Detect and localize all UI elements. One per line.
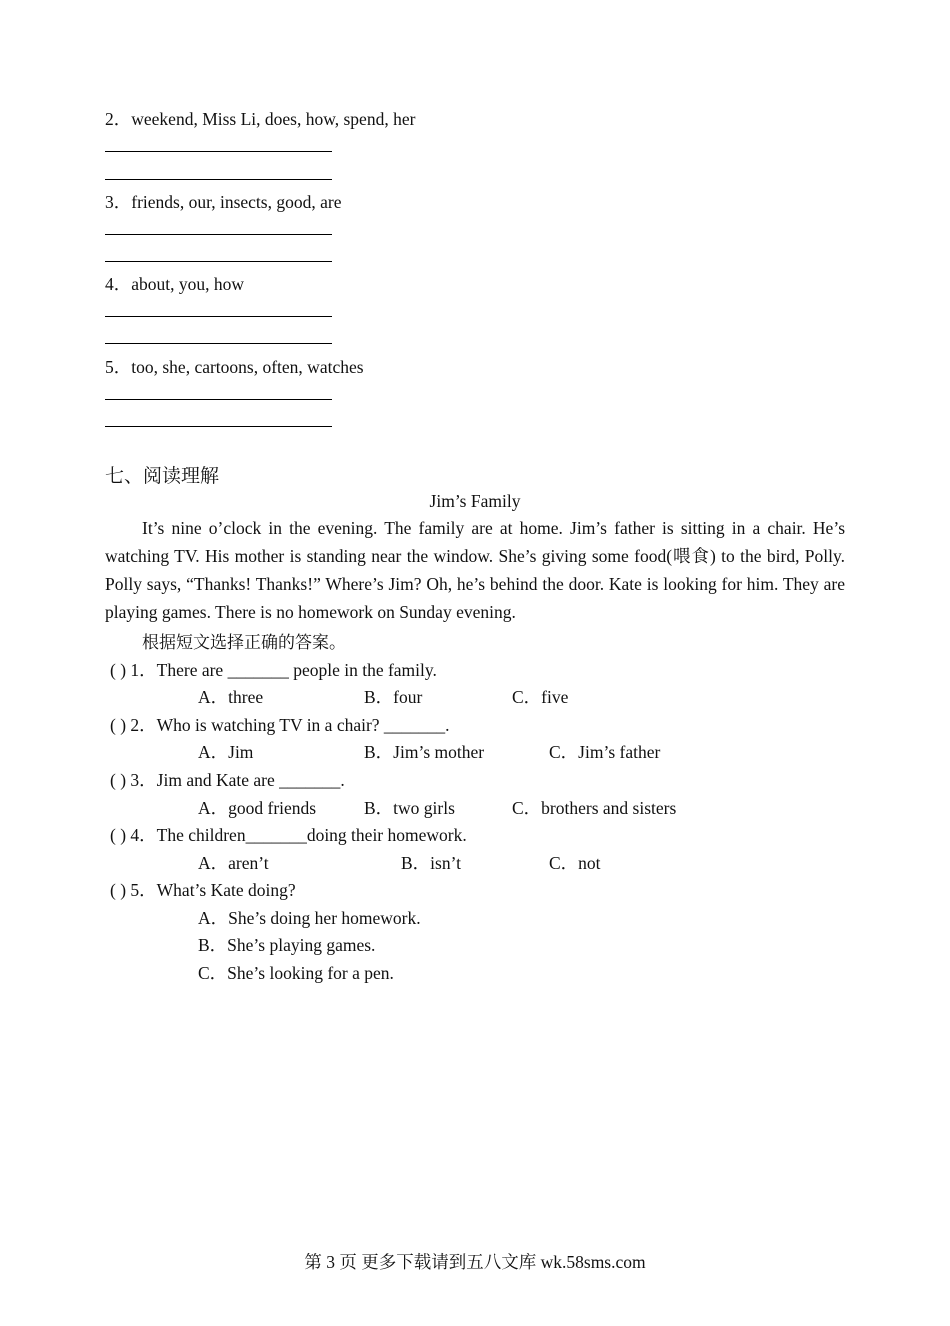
item-number: 2． [105,109,132,129]
question-number: 1． [130,660,157,680]
question-number: 2． [130,715,157,735]
passage-text: It’s nine o’clock in the evening. The family are at home. Jim’s father is sitting in a chair. He’s watching TV. His mother is standing near the window. She’s giving some food( [105,518,845,566]
answer-line[interactable] [105,316,332,317]
unscramble-item-2 [105,106,415,131]
option-c[interactable]: C．She’s looking for a pen. [198,963,394,983]
unscramble-item-3 [105,189,341,214]
question-text: Jim and Kate are _______. [156,770,345,790]
passage-text: ) to the bird, Polly. Polly says, “Thanks! Thanks!” Where’s Jim? Oh, he’s behind the door. Kate is looking for him. They are playing games. There is no homework on Sunday evening. [105,545,845,622]
unscramble-item-4 [105,271,244,296]
question-2 [110,712,450,737]
answer-line[interactable] [105,151,332,152]
item-number: 5． [105,357,132,377]
item-words: friends, our, insects, good, are [131,192,342,212]
option-b[interactable]: B．isn’t [401,853,461,873]
question-1 [110,657,437,682]
question-number: 3． [130,770,157,790]
question-3 [110,767,345,792]
answer-line[interactable] [105,234,332,235]
answer-line[interactable] [105,426,332,427]
answer-blank[interactable]: ( ) [110,825,127,845]
item-number: 3． [105,192,132,212]
option-a[interactable]: A．Jim [198,742,254,762]
section-title: 七、阅读理解 [105,465,220,487]
question-number: 4． [130,825,157,845]
answer-line[interactable] [105,343,332,344]
option-a[interactable]: A．good friends [198,798,317,818]
question-text: There are _______ people in the family. [156,660,437,680]
option-b[interactable]: B．Jim’s mother [364,742,485,762]
passage-title: Jim’s Family [429,491,521,511]
option-a[interactable]: A．She’s doing her homework. [198,908,421,928]
option-c[interactable]: C．brothers and sisters [512,798,677,818]
answer-line[interactable] [105,179,332,180]
answer-blank[interactable]: ( ) [110,715,127,735]
answer-blank[interactable]: ( ) [110,660,127,680]
item-number: 4． [105,274,132,294]
option-c[interactable]: C．Jim’s father [549,742,661,762]
item-words: weekend, Miss Li, does, how, spend, her [131,109,416,129]
answer-line[interactable] [105,261,332,262]
option-a[interactable]: A．aren’t [198,853,269,873]
question-5 [110,877,296,902]
option-b[interactable]: B．two girls [364,798,455,818]
option-c[interactable]: C．not [549,853,601,873]
instruction: 根据短文选择正确的答案。 [142,633,346,653]
question-4 [110,822,467,847]
answer-blank[interactable]: ( ) [110,880,127,900]
question-text: Who is watching TV in a chair? _______. [156,715,450,735]
option-b[interactable]: B．four [364,687,423,707]
answer-line[interactable] [105,399,332,400]
item-words: about, you, how [131,274,245,294]
question-number: 5． [130,880,157,900]
page-footer: 第 3 页 更多下载请到五八文库 wk.58sms.com [304,1252,646,1272]
option-a[interactable]: A．three [198,687,264,707]
passage-chinese-gloss: 喂食 [672,546,710,567]
option-b[interactable]: B．She’s playing games. [198,935,376,955]
question-text: The children_______doing their homework. [156,825,467,845]
passage [105,515,845,626]
unscramble-item-5 [105,354,364,379]
answer-blank[interactable]: ( ) [110,770,127,790]
question-text: What’s Kate doing? [156,880,296,900]
option-c[interactable]: C．five [512,687,569,707]
item-words: too, she, cartoons, often, watches [131,357,364,377]
